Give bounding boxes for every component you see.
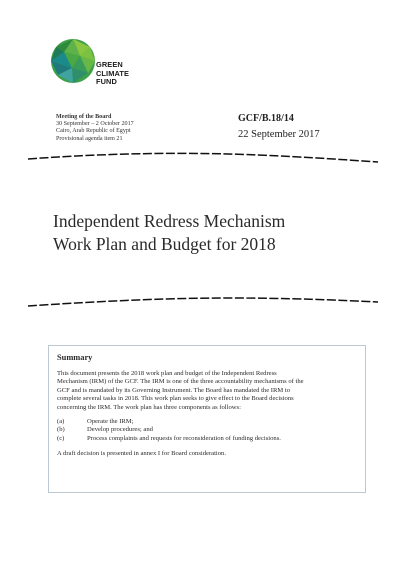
title-line: Work Plan and Budget for 2018 [53,234,276,254]
summary-line: This document presents the 2018 work plan and budget of the Independent Redress [57,369,277,377]
list-item-text: Process complaints and requests for reconsideration of funding decisions. [87,434,281,442]
meeting-info [56,114,134,143]
list-item-text: Develop procedures; and [87,426,153,434]
list-item-number: (c) [57,434,65,442]
logo-line: CLIMATE [96,68,129,78]
document-number: GCF/B.18/14 [238,113,294,124]
summary-box [48,345,366,493]
list-item [57,418,357,427]
meeting-dates: 30 September – 2 October 2017 [56,121,134,128]
document-date: 22 September 2017 [238,129,320,140]
title-line: Independent Redress Mechanism [53,211,286,231]
summary-line: GCF and is mandated by its Governing Instrument. The Board has mandated the IRM to [57,386,291,394]
summary-closing: A draft decision is presented in annex I for Board consideration. [57,450,227,458]
summary-line: complete several tasks in 2018. This work plan seeks to give effect to the Board decisions [57,395,294,403]
gcf-logo [50,38,170,98]
globe-icon [50,38,96,84]
list-item-number: (b) [57,426,65,434]
list-item [57,435,357,444]
wave-divider-bottom [28,294,378,308]
meeting-agenda-item: Provisional agenda item 21 [56,135,123,142]
summary-heading: Summary [57,353,93,362]
logo-line: FUND [96,77,117,87]
list-item-number: (a) [57,417,65,425]
document-title [53,210,373,256]
logo-line: GREEN [96,60,123,69]
meeting-heading: Meeting of the Board [56,114,112,120]
logo-wordmark [96,61,129,87]
summary-paragraph [57,370,357,413]
list-item [57,426,357,435]
list-item-text: Operate the IRM; [87,417,134,425]
components-list [57,418,357,444]
summary-line: concerning the IRM. The work plan has three components as follows: [57,403,241,411]
summary-line: Mechanism (IRM) of the GCF. The IRM is one of the three accountability mechanisms of the [57,378,304,386]
meeting-location: Cairo, Arab Republic of Egypt [56,128,131,135]
wave-divider-top [28,150,378,164]
